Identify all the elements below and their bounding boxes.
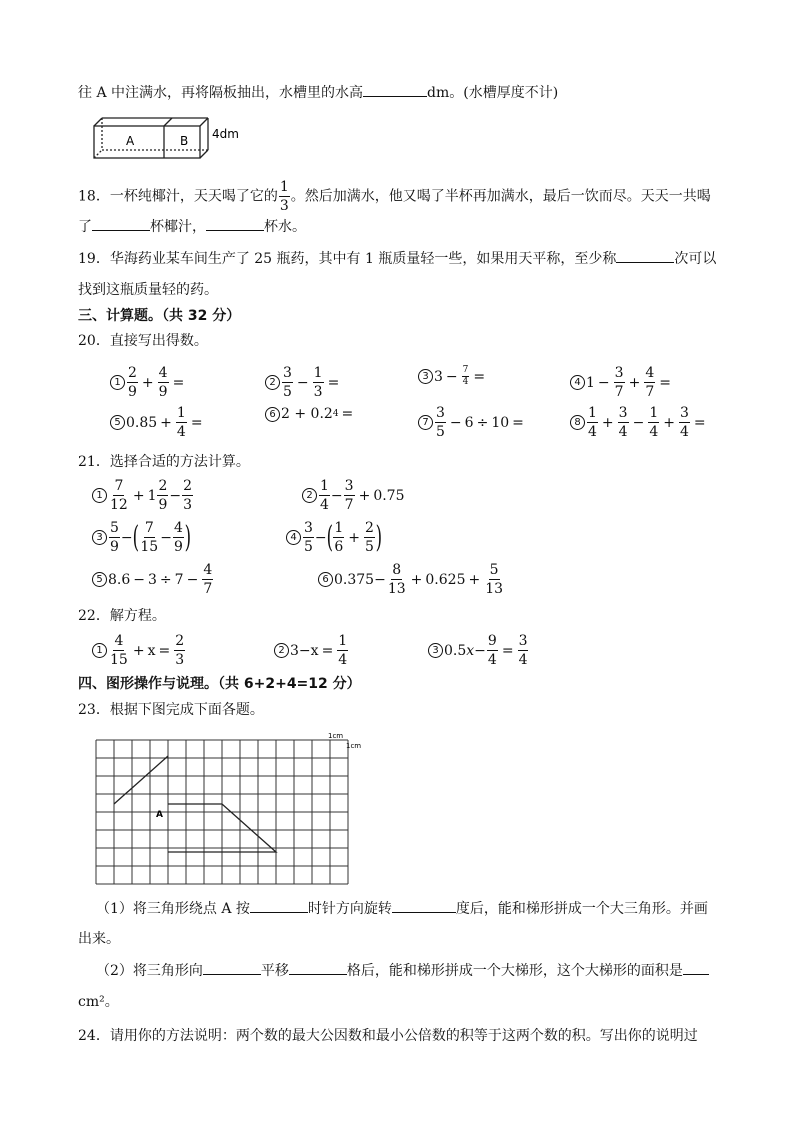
q21-title: 21．选择合适的方法计算。 [78,454,250,470]
q18-line-1 [78,180,711,213]
q18-text-c: 了 [78,219,92,235]
q23-shift-count-blank[interactable] [289,960,347,975]
tank-height-label: 4dm [212,127,239,141]
q17-answer-blank[interactable] [363,82,427,97]
q23-part-2-line-1 [96,960,709,981]
q23-title: 23．根据下图完成下面各题。 [78,702,264,718]
q20-expr-1: 1 $\frac{2}{9}$ + $\frac{4}{9}$ = [110,366,187,399]
q20-expr-4: 4 1 − $\frac{3}{7}$ + $\frac{4}{7}$ = [570,366,674,399]
q23-part-1-line-2: 出来。 [78,931,120,947]
q18-line-2 [78,216,306,237]
q21-expr-3: 3 $\frac{5}{9}$ − ( $\frac{7}{15}$ − $\frac{4}{9}$ ) [92,521,191,554]
water-tank-figure [88,112,248,164]
q20-expr-7: 7 $\frac{3}{5}$ − 6 ÷ 10 = [418,406,527,439]
q20-expr-6: 6 2 + 0.2 4 = [265,406,356,422]
q20-expr-3: 3 3 − $\frac{7}{4}$ = [418,366,488,387]
q18-text-e: 杯水。 [264,219,306,235]
q18-text-b: 。然后加满水，他又喝了半杯再加满水，最后一饮而尽。天天一共喝 [290,188,711,205]
grid-figure [90,730,370,890]
q23-part-1-line-1 [96,898,708,919]
q23-p2-text-c: 格后，能和梯形拼成一个大梯形，这个大梯形的面积是 [346,963,683,979]
q23-p1-text-b: 时针方向旋转 [307,901,392,917]
section-4-heading: 四、图形操作与说理。（共 6+2+4=12 分） [78,676,361,692]
q23-p1-text-a: （1）将三角形绕点 A 按 [96,901,250,917]
q19-answer-blank[interactable] [616,248,674,263]
q17-tail-line [78,82,558,103]
q21-expr-4: 4 $\frac{3}{5}$ − ( $\frac{1}{6}$ + $\frac{2}{5}$ ) [286,521,382,554]
q20-expr-5: 5 0.85 + $\frac{1}{4}$ = [110,406,206,439]
q18-juice-blank[interactable] [92,216,150,231]
tank-label-a: A [126,134,135,148]
triangle-shape [114,756,168,804]
q24-text: 24．请用你的方法说明：两个数的最大公因数和最小公倍数的积等于这两个数的积。写出你的说明过 [78,1028,698,1044]
q21-expr-5: 5 8.6 − 3 ÷ 7 − $\frac{4}{7}$ [92,563,214,596]
q21-expr-6: 6 0.375 − $\frac{8}{13}$ + 0.625 + $\frac{5}{13}$ [318,563,505,596]
grid-label-top: 1cm [328,732,344,740]
q23-degree-blank[interactable] [392,898,456,913]
q21-expr-1: 1 $\frac{7}{12}$ + 1 $\frac{2}{9}$ − $\frac{2}{3}$ [92,479,194,512]
grid-lines [96,740,348,884]
q18-water-blank[interactable] [206,216,264,231]
q17-text-a: 往 A 中注满水，再将隔板抽出，水槽里的水高 [78,85,364,101]
tank-label-b: B [180,134,189,148]
q22-equation-1: 1 $\frac{4}{15}$ + x = $\frac{2}{3}$ [92,634,186,667]
point-a-label: A [156,810,163,820]
q17-text-b: dm。(水槽厚度不计) [427,85,559,101]
q20-expr-8: 8 $\frac{1}{4}$ + $\frac{3}{4}$ − $\frac{1}{4}$ + $\frac{3}{4}$ = [570,406,709,439]
q23-p2-text-b: 平移 [260,963,289,979]
q21-expr-2: 2 $\frac{1}{4}$ − $\frac{3}{7}$ + 0.75 [302,479,404,512]
q18-text-d: 杯椰汁， [150,219,206,235]
q20-expr-2: 2 $\frac{3}{5}$ − $\frac{1}{3}$ = [265,366,342,399]
q23-p1-text-c: 度后，能和梯形拼成一个大三角形。并画 [455,901,708,917]
q18-fraction: $\frac{1}{3}$ [279,179,289,214]
q22-title: 22．解方程。 [78,608,166,624]
q23-area-blank[interactable] [683,960,709,975]
q19-text-b: 次可以 [674,251,717,267]
q23-shift-direction-blank[interactable] [203,960,261,975]
q19-text-a: 19．华海药业某车间生产了 25 瓶药，其中有 1 瓶质量轻一些，如果用天平称，至少称 [78,251,617,267]
q23-part-2-line-2: cm²。 [78,994,119,1010]
q18-text-a: 18．一杯纯椰汁，天天喝了它的 [78,188,278,205]
q23-direction-blank[interactable] [250,898,308,913]
q20-title: 20．直接写出得数。 [78,333,208,349]
q22-equation-3: 3 0.5 x − $\frac{9}{4}$ = $\frac{3}{4}$ [428,634,529,667]
q19-line-1 [78,248,716,269]
grid-label-side: 1cm [346,742,362,750]
q19-line-2: 找到这瓶质量轻的药。 [78,282,218,298]
q23-p2-text-a: （2）将三角形向 [96,963,203,979]
section-3-heading: 三、计算题。（共 32 分） [78,308,241,324]
q22-equation-2: 2 3 − x = $\frac{1}{4}$ [274,634,349,667]
